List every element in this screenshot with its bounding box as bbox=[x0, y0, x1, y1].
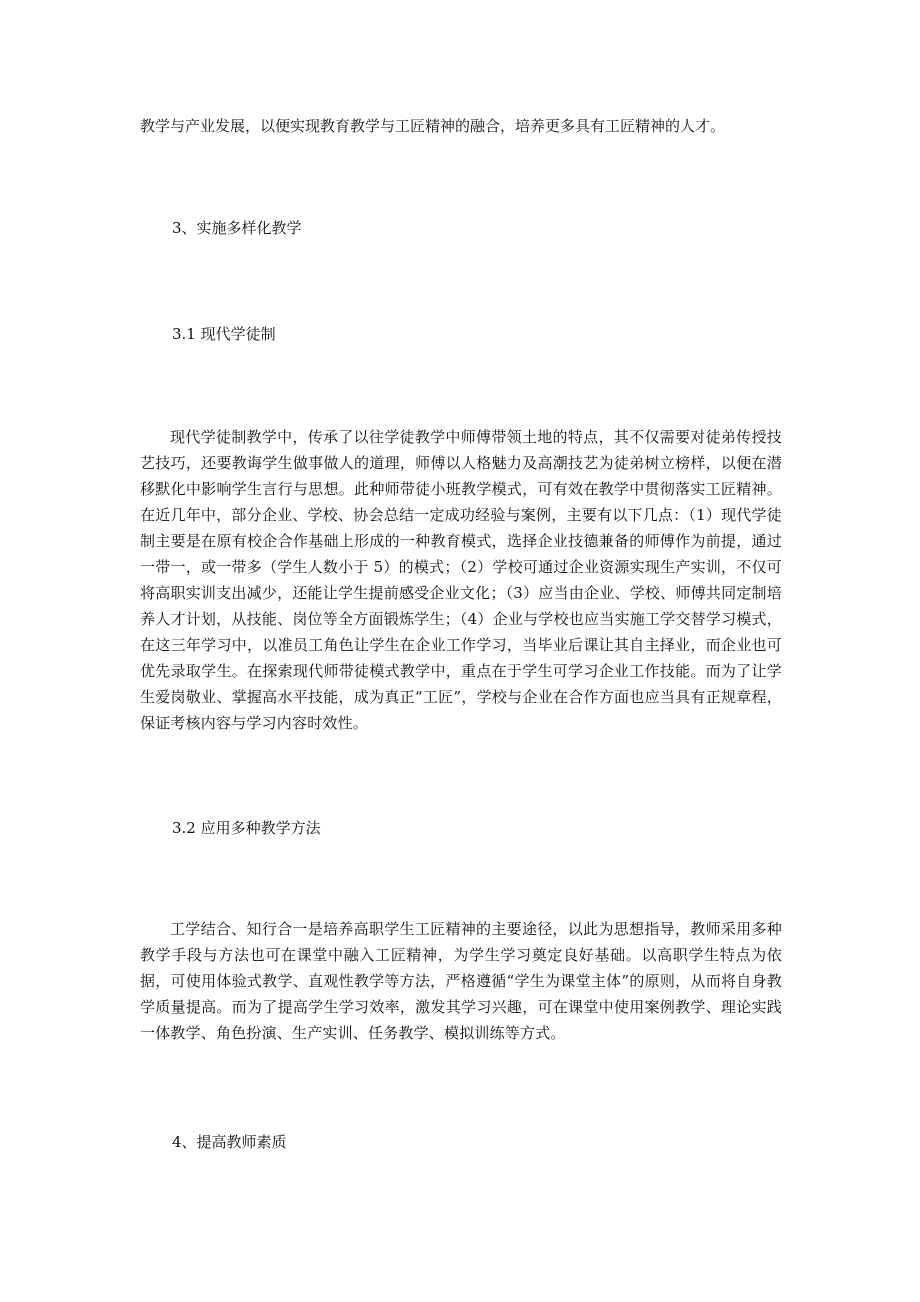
section-3-heading: 3、实施多样化教学 bbox=[172, 219, 302, 237]
section-4-heading: 4、提高教师素质 bbox=[172, 1133, 287, 1151]
intro-line: 教学与产业发展，以便实现教育教学与工匠精神的融合，培养更多具有工匠精神的人才。 bbox=[140, 117, 726, 135]
section-3-1-heading: 3.1 现代学徒制 bbox=[172, 325, 276, 343]
section-3-2-heading: 3.2 应用多种教学方法 bbox=[172, 819, 321, 837]
section-3-2-body: 工学结合、知行合一是培养高职学生工匠精神的主要途径，以此为思想指导，教师采用多种教学手段与方法也可在课堂中融入工匠精神，为学生学习奠定良好基础。以高职学生特点为依据，可使用体验式教学、直观性教学等方法，严格遵循“学生为课堂主体”的原则，从而将自身教学质量提高。而为了提高学生学习效率，激发其学习兴趣，可在课堂中使用案例教学、理论实践一体教学、角色扮演、生产实训、任务教学、模拟训练等方式。 bbox=[140, 920, 782, 1042]
section-3-1-body: 现代学徒制教学中，传承了以往学徒教学中师傅带领土地的特点，其不仅需要对徒弟传授技艺技巧，还要教诲学生做事做人的道理，师傅以人格魅力及高潮技艺为徒弟树立榜样，以便在潜移默化中影响学生言行与思想。此种师带徒小班教学模式，可有效在教学中贯彻落实工匠精神。在近几年中，部分企业、学校、协会总结一定成功经验与案例，主要有以下几点：（1）现代学徒制主要是在原有校企合作基础上形成的一种教育模式，选择企业技德兼备的师傅作为前提，通过一带一，或一带多（学生人数小于 5）的模式；（2）学校可通过企业资源实现生产实训，不仅可将高职实训支出减少，还能让学生提前感受企业文化；（3）应当由企业、学校、师傅共同定制培养人才计划，从技能、岗位等全方面锻炼学生；（4）企业与学校也应当实施工学交替学习模式，在这三年学习中，以准员工角色让学生在企业工作学习，当毕业后课让其自主择业，而企业也可优先录取学生。在探索现代师带徒模式教学中，重点在于学生可学习企业工作技能。而为了让学生爱岗敬业、掌握高水平技能，成为真正“工匠”，学校与企业在合作方面也应当具有正规章程，保证考核内容与学习内容时效性。 bbox=[140, 428, 782, 732]
